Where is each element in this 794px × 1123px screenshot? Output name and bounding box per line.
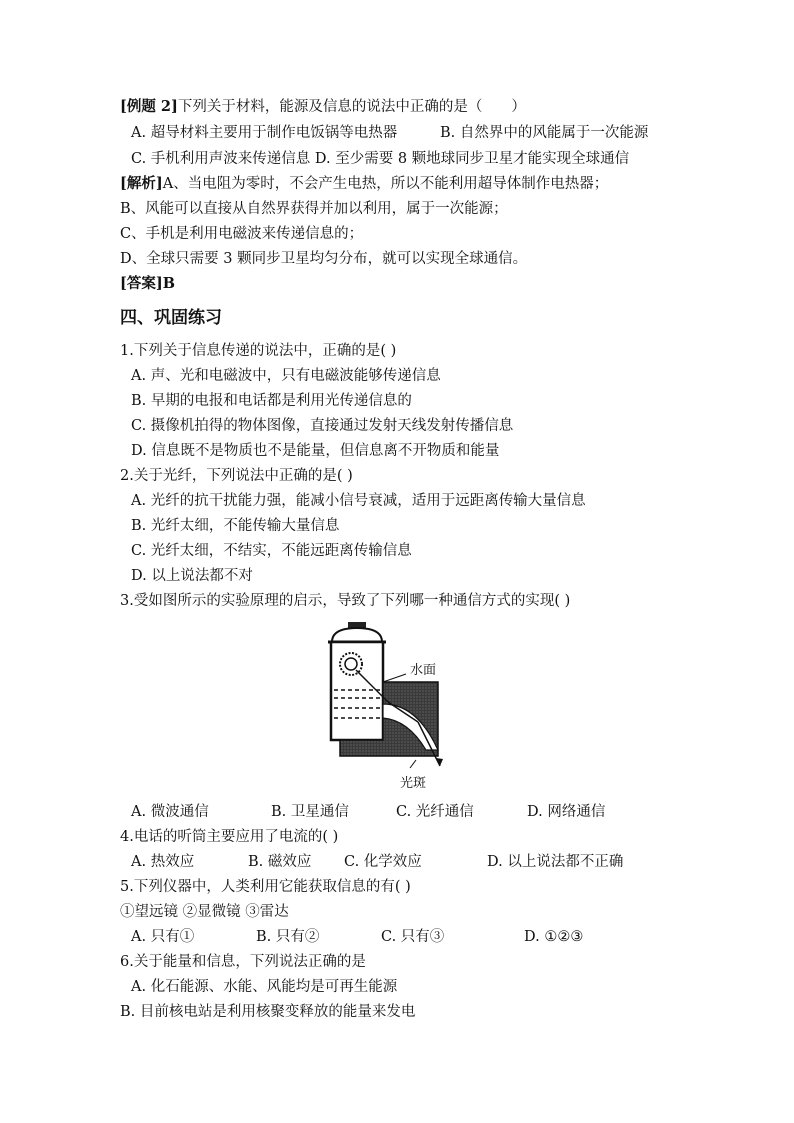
example-option-a: A. 超导材料主要用于制作电饭锅等电热器: [131, 125, 398, 141]
q6-option-b: B. 目前核电站是利用核聚变释放的能量来发电: [120, 1004, 416, 1020]
section-title: 四、巩固练习: [120, 308, 222, 328]
label-light-spot: 光斑: [400, 776, 427, 791]
q3-option-a: A. 微波通信: [131, 804, 209, 820]
q5-option-d: D. ①②③: [524, 929, 584, 945]
q1-stem: 1.下列关于信息传递的说法中，正确的是( ): [120, 343, 397, 359]
light-arrow: [436, 758, 443, 766]
q4-option-c: C. 化学效应: [344, 854, 422, 870]
analysis-text-1: A、当电阻为零时，不会产生电热，所以不能利用超导体制作电热器；: [162, 176, 609, 192]
q3-option-b: B. 卫星通信: [271, 804, 349, 820]
q2-option-c: C. 光纤太细，不结实，不能远距离传输信息: [131, 543, 412, 559]
q4-option-d: D. 以上说法都不正确: [487, 854, 624, 870]
example-tag: [例题 2]: [120, 98, 178, 115]
q3-option-d: D. 网络通信: [527, 804, 606, 820]
analysis-line-4: D、全球只需要 3 颗同步卫星均匀分布，就可以实现全球通信。: [120, 251, 528, 267]
q6-stem: 6.关于能量和信息，下列说法正确的是: [120, 954, 366, 970]
q2-option-b: B. 光纤太细，不能传输大量信息: [131, 518, 340, 534]
q2-option-a: A. 光纤的抗干扰能力强，能减小信号衰减，适用于远距离传输大量信息: [131, 493, 586, 509]
analysis-line-3: C、手机是利用电磁波来传递信息的；: [120, 226, 364, 242]
q4-option-a: A. 热效应: [131, 854, 195, 870]
q1-option-a: A. 声、光和电磁波中，只有电磁波能够传递信息: [131, 368, 441, 384]
q4-stem: 4.电话的听筒主要应用了电流的( ): [120, 829, 339, 845]
example-question: [120, 97, 526, 117]
example-option-cd: C. 手机利用声波来传递信息 D. 至少需要 8 颗地球同步卫星才能实现全球通信: [131, 151, 630, 167]
lid: [332, 628, 382, 642]
q1-option-b: B. 早期的电报和电话都是利用光传递信息的: [131, 393, 412, 409]
q5-items: ①望远镜 ②显微镜 ③雷达: [120, 904, 289, 920]
q1-option-c: C. 摄像机拍得的物体图像，直接通过发射天线发射传播信息: [131, 418, 514, 434]
label-water-surface: 水面: [410, 663, 437, 678]
q6-option-a: A. 化石能源、水能、风能均是可再生能源: [131, 979, 398, 995]
q2-option-d: D. 以上说法都不对: [131, 568, 253, 584]
example-question-text: 下列关于材料，能源及信息的说法中正确的是（ ）: [177, 99, 526, 115]
analysis-line-2: B、风能可以直接从自然界获得并加以利用，属于一次能源；: [120, 201, 508, 217]
q5-stem: 5.下列仪器中，人类利用它能获取信息的有( ): [120, 879, 411, 895]
answer-tag: [答案]: [120, 275, 163, 292]
water-tank-diagram: [326, 618, 486, 794]
q5-option-b: B. 只有②: [256, 929, 320, 945]
q2-stem: 2.关于光纤，下列说法中正确的是( ): [120, 468, 353, 484]
analysis-tag: [解析]: [120, 175, 163, 192]
q4-option-b: B. 磁效应: [248, 854, 312, 870]
experiment-figure: [326, 618, 486, 794]
answer-value: B: [162, 275, 175, 292]
q5-option-a: A. 只有①: [131, 929, 195, 945]
q3-option-c: C. 光纤通信: [396, 804, 474, 820]
analysis-line-1: [120, 174, 608, 194]
q3-stem: 3.受如图所示的实验原理的启示，导致了下列哪一种通信方式的实现( ): [120, 593, 571, 609]
example-option-b: B. 自然界中的风能属于一次能源: [440, 125, 649, 141]
q5-option-c: C. 只有③: [381, 929, 445, 945]
answer-line: [120, 274, 175, 294]
q1-option-d: D. 信息既不是物质也不是能量，但信息离不开物质和能量: [131, 443, 500, 459]
